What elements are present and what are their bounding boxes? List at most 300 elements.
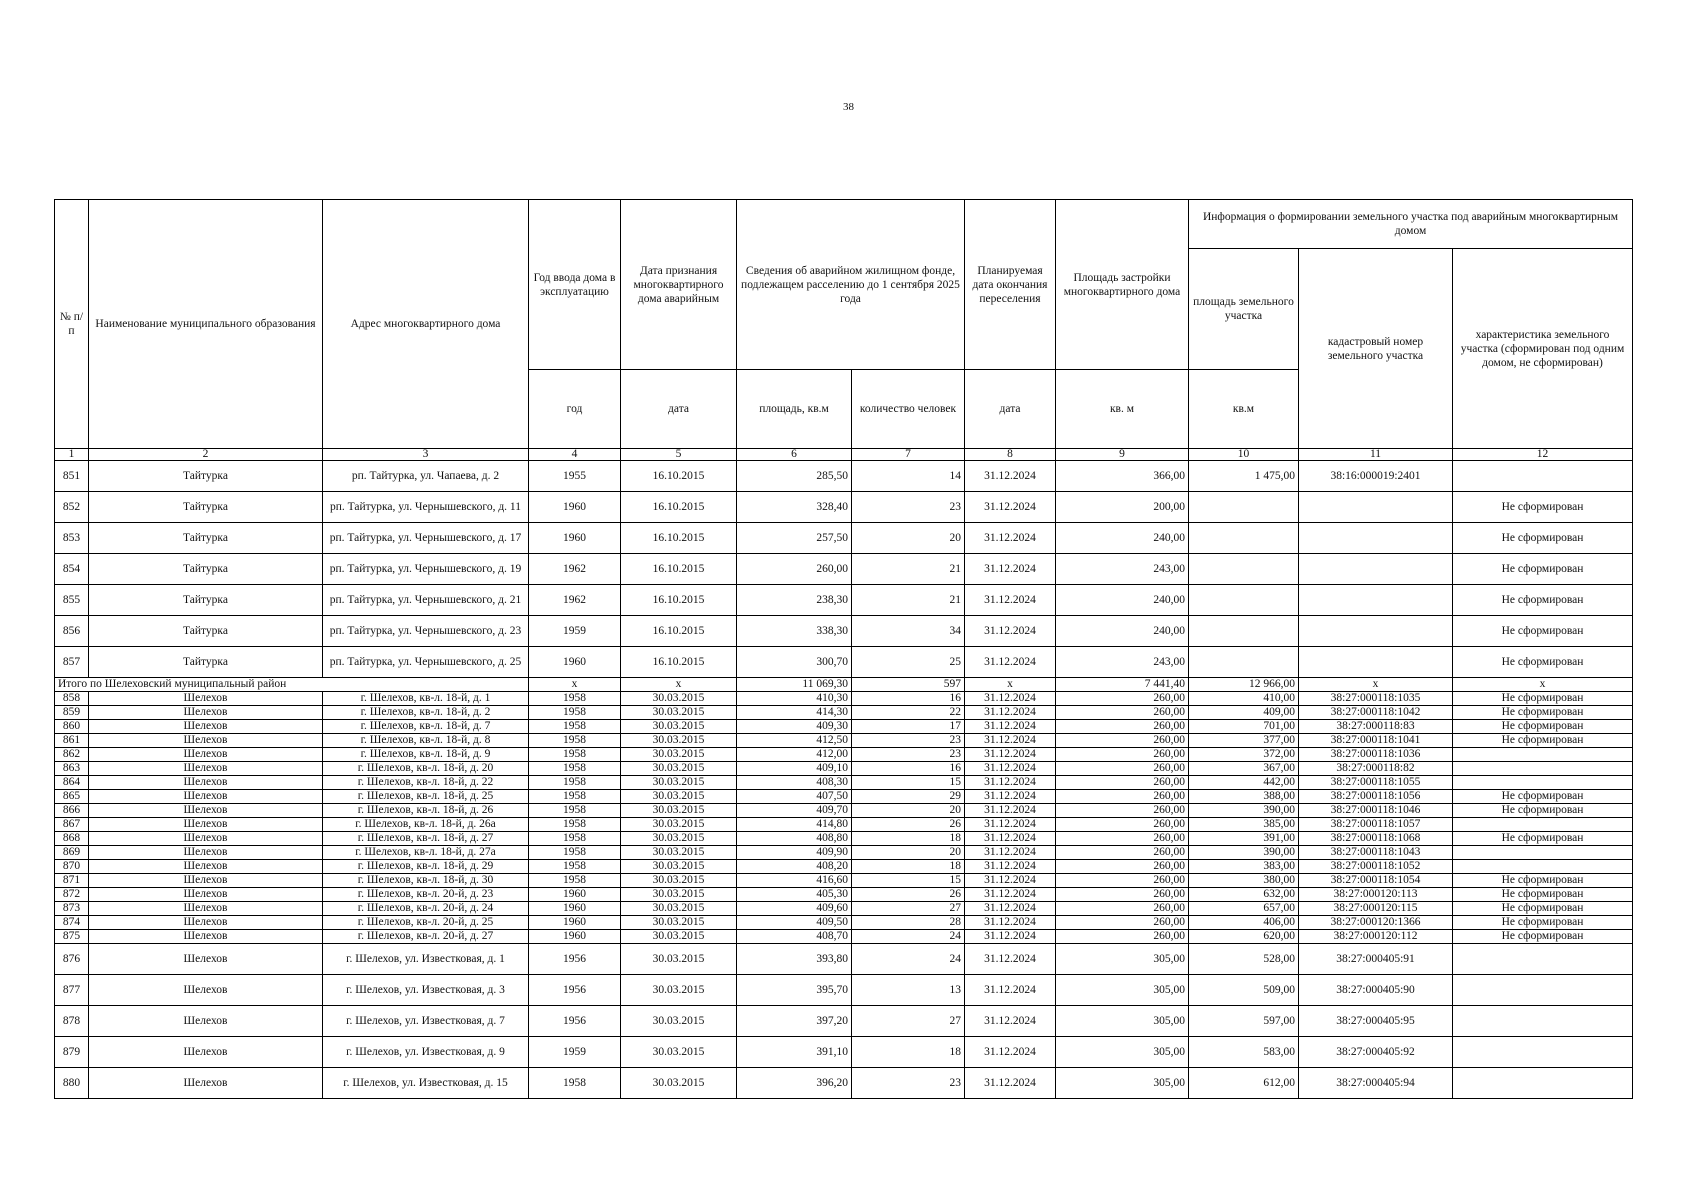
cadastral-cell: 38:27:000405:92	[1299, 1037, 1453, 1068]
planned-date-cell: 31.12.2024	[965, 554, 1056, 585]
col-number: 4	[529, 449, 621, 461]
land-area-cell: 612,00	[1189, 1068, 1299, 1099]
built-area-cell: 260,00	[1056, 832, 1189, 846]
municipality-cell: Шелехов	[89, 720, 323, 734]
row-number: 869	[55, 846, 89, 860]
cadastral-cell: 38:27:000118:1054	[1299, 874, 1453, 888]
planned-date-cell: 31.12.2024	[965, 523, 1056, 554]
people-cell: 27	[852, 1006, 965, 1037]
year-cell: 1958	[529, 1068, 621, 1099]
table-row	[55, 492, 1633, 523]
people-cell: 20	[852, 846, 965, 860]
people-cell: 22	[852, 706, 965, 720]
total-people-cell: 597	[852, 678, 965, 692]
col-number: 9	[1056, 449, 1189, 461]
col-number: 10	[1189, 449, 1299, 461]
cadastral-cell: 38:27:000118:1036	[1299, 748, 1453, 762]
area-cell: 409,90	[737, 846, 852, 860]
area-cell: 338,30	[737, 616, 852, 647]
row-number: 861	[55, 734, 89, 748]
cadastral-cell: 38:27:000118:1057	[1299, 818, 1453, 832]
cadastral-cell: 38:27:000120:115	[1299, 902, 1453, 916]
municipality-cell: Шелехов	[89, 1037, 323, 1068]
area-cell: 408,30	[737, 776, 852, 790]
table-row	[55, 846, 1633, 860]
municipality-cell: Шелехов	[89, 832, 323, 846]
year-cell: 1958	[529, 734, 621, 748]
table-header	[55, 200, 1633, 461]
year-cell: 1956	[529, 1006, 621, 1037]
year-cell: 1955	[529, 461, 621, 492]
land-area-cell: 509,00	[1189, 975, 1299, 1006]
built-area-cell: 243,00	[1056, 647, 1189, 678]
table-row	[55, 706, 1633, 720]
people-cell: 13	[852, 975, 965, 1006]
planned-date-cell: 31.12.2024	[965, 647, 1056, 678]
land-area-cell: 383,00	[1189, 860, 1299, 874]
people-cell: 16	[852, 692, 965, 706]
land-area-cell: 583,00	[1189, 1037, 1299, 1068]
address-cell: г. Шелехов, кв-л. 18-й, д. 25	[323, 790, 529, 804]
address-cell: г. Шелехов, кв-л. 18-й, д. 1	[323, 692, 529, 706]
people-cell: 26	[852, 888, 965, 902]
date-cell: 30.03.2015	[621, 832, 737, 846]
table-row	[55, 692, 1633, 706]
land-area-cell: 410,00	[1189, 692, 1299, 706]
built-area-cell: 260,00	[1056, 916, 1189, 930]
cadastral-cell: 38:27:000405:94	[1299, 1068, 1453, 1099]
address-cell: г. Шелехов, кв-л. 18-й, д. 9	[323, 748, 529, 762]
unit-date2: дата	[965, 370, 1056, 449]
planned-date-cell: 31.12.2024	[965, 1068, 1056, 1099]
row-number: 872	[55, 888, 89, 902]
people-cell: 23	[852, 1068, 965, 1099]
municipality-cell: Шелехов	[89, 818, 323, 832]
address-cell: г. Шелехов, ул. Известковая, д. 3	[323, 975, 529, 1006]
area-cell: 393,80	[737, 944, 852, 975]
built-area-cell: 305,00	[1056, 1068, 1189, 1099]
land-area-cell: 367,00	[1189, 762, 1299, 776]
built-area-cell: 260,00	[1056, 790, 1189, 804]
area-cell: 409,50	[737, 916, 852, 930]
unit-kvm: кв. м	[1056, 370, 1189, 449]
people-cell: 21	[852, 554, 965, 585]
municipality-cell: Шелехов	[89, 888, 323, 902]
people-cell: 14	[852, 461, 965, 492]
planned-date-cell: 31.12.2024	[965, 846, 1056, 860]
address-cell: г. Шелехов, кв-л. 18-й, д. 22	[323, 776, 529, 790]
date-cell: 30.03.2015	[621, 888, 737, 902]
cadastral-cell: 38:16:000019:2401	[1299, 461, 1453, 492]
land-char-cell	[1453, 818, 1633, 832]
year-cell: 1959	[529, 1037, 621, 1068]
col-number: 6	[737, 449, 852, 461]
date-cell: 30.03.2015	[621, 706, 737, 720]
row-number: 862	[55, 748, 89, 762]
land-char-cell: Не сформирован	[1453, 790, 1633, 804]
table-row	[55, 818, 1633, 832]
cadastral-cell: 38:27:000120:112	[1299, 930, 1453, 944]
people-cell: 20	[852, 523, 965, 554]
land-char-cell: Не сформирован	[1453, 832, 1633, 846]
land-char-cell	[1453, 1037, 1633, 1068]
land-area-cell: 1 475,00	[1189, 461, 1299, 492]
col-cadastral-header: кадастровый номер земельного участка	[1299, 249, 1453, 449]
municipality-cell: Шелехов	[89, 762, 323, 776]
table-row	[55, 874, 1633, 888]
year-cell: 1958	[529, 776, 621, 790]
planned-date-cell: 31.12.2024	[965, 790, 1056, 804]
land-area-cell: 442,00	[1189, 776, 1299, 790]
land-char-cell	[1453, 1006, 1633, 1037]
row-number: 865	[55, 790, 89, 804]
built-area-cell: 260,00	[1056, 720, 1189, 734]
planned-date-cell: 31.12.2024	[965, 1006, 1056, 1037]
table-row	[55, 832, 1633, 846]
people-cell: 26	[852, 818, 965, 832]
col-municipality-header: Наименование муниципального образования	[89, 200, 323, 449]
land-char-cell: Не сформирован	[1453, 902, 1633, 916]
cadastral-cell: 38:27:000405:90	[1299, 975, 1453, 1006]
built-area-cell: 305,00	[1056, 975, 1189, 1006]
year-cell: 1960	[529, 916, 621, 930]
col-num-header: № п/п	[55, 200, 89, 449]
row-number: 866	[55, 804, 89, 818]
total-built-cell: 7 441,40	[1056, 678, 1189, 692]
land-char-cell	[1453, 748, 1633, 762]
area-cell: 260,00	[737, 554, 852, 585]
land-char-cell: Не сформирован	[1453, 554, 1633, 585]
built-area-cell: 305,00	[1056, 944, 1189, 975]
land-char-cell	[1453, 975, 1633, 1006]
built-area-cell: 240,00	[1056, 585, 1189, 616]
date-cell: 30.03.2015	[621, 846, 737, 860]
date-cell: 30.03.2015	[621, 916, 737, 930]
area-cell: 414,80	[737, 818, 852, 832]
date-cell: 30.03.2015	[621, 944, 737, 975]
year-cell: 1958	[529, 706, 621, 720]
built-area-cell: 260,00	[1056, 734, 1189, 748]
date-cell: 16.10.2015	[621, 523, 737, 554]
built-area-cell: 260,00	[1056, 804, 1189, 818]
date-cell: 30.03.2015	[621, 975, 737, 1006]
col-number: 2	[89, 449, 323, 461]
land-char-cell: Не сформирован	[1453, 930, 1633, 944]
row-number: 852	[55, 492, 89, 523]
year-cell: 1958	[529, 818, 621, 832]
table-row	[55, 461, 1633, 492]
area-cell: 416,60	[737, 874, 852, 888]
row-number: 860	[55, 720, 89, 734]
area-cell: 407,50	[737, 790, 852, 804]
date-cell: 30.03.2015	[621, 1006, 737, 1037]
cadastral-cell: 38:27:000120:113	[1299, 888, 1453, 902]
table-row	[55, 776, 1633, 790]
area-cell: 391,10	[737, 1037, 852, 1068]
year-cell: 1958	[529, 762, 621, 776]
municipality-cell: Шелехов	[89, 975, 323, 1006]
total-year-cell: х	[529, 678, 621, 692]
year-cell: 1959	[529, 616, 621, 647]
col-address-header: Адрес многоквартирного дома	[323, 200, 529, 449]
planned-date-cell: 31.12.2024	[965, 818, 1056, 832]
built-area-cell: 260,00	[1056, 762, 1189, 776]
row-number: 878	[55, 1006, 89, 1037]
year-cell: 1958	[529, 860, 621, 874]
planned-date-cell: 31.12.2024	[965, 888, 1056, 902]
land-char-cell	[1453, 776, 1633, 790]
land-char-cell: Не сформирован	[1453, 585, 1633, 616]
address-cell: г. Шелехов, ул. Известковая, д. 7	[323, 1006, 529, 1037]
land-area-cell: 391,00	[1189, 832, 1299, 846]
year-cell: 1960	[529, 888, 621, 902]
municipality-cell: Шелехов	[89, 860, 323, 874]
land-char-cell: Не сформирован	[1453, 523, 1633, 554]
area-cell: 408,20	[737, 860, 852, 874]
year-cell: 1956	[529, 944, 621, 975]
area-cell: 396,20	[737, 1068, 852, 1099]
address-cell: рп. Тайтурка, ул. Чернышевского, д. 19	[323, 554, 529, 585]
area-cell: 395,70	[737, 975, 852, 1006]
built-area-cell: 260,00	[1056, 748, 1189, 762]
area-cell: 412,00	[737, 748, 852, 762]
year-cell: 1958	[529, 790, 621, 804]
row-number: 875	[55, 930, 89, 944]
col-number: 7	[852, 449, 965, 461]
address-cell: г. Шелехов, ул. Известковая, д. 9	[323, 1037, 529, 1068]
people-cell: 27	[852, 902, 965, 916]
people-cell: 20	[852, 804, 965, 818]
land-char-cell: Не сформирован	[1453, 692, 1633, 706]
built-area-cell: 243,00	[1056, 554, 1189, 585]
table-row	[55, 804, 1633, 818]
year-cell: 1960	[529, 647, 621, 678]
col-housing-header: Сведения об аварийном жилищном фонде, подлежащем расселению до 1 сентября 2025 года	[737, 200, 965, 370]
people-cell: 23	[852, 734, 965, 748]
year-cell: 1958	[529, 748, 621, 762]
date-cell: 16.10.2015	[621, 554, 737, 585]
area-cell: 238,30	[737, 585, 852, 616]
land-area-cell: 409,00	[1189, 706, 1299, 720]
land-area-cell: 390,00	[1189, 804, 1299, 818]
total-label: Итого по Шелеховский муниципальный район	[55, 678, 529, 692]
area-cell: 412,50	[737, 734, 852, 748]
cadastral-cell: 38:27:000405:95	[1299, 1006, 1453, 1037]
built-area-cell: 260,00	[1056, 888, 1189, 902]
planned-date-cell: 31.12.2024	[965, 762, 1056, 776]
municipality-cell: Шелехов	[89, 804, 323, 818]
planned-date-cell: 31.12.2024	[965, 461, 1056, 492]
cadastral-cell: 38:27:000118:1046	[1299, 804, 1453, 818]
column-number-row	[55, 449, 1633, 461]
year-cell: 1958	[529, 832, 621, 846]
address-cell: рп. Тайтурка, ул. Чернышевского, д. 21	[323, 585, 529, 616]
unit-people: количество человек	[852, 370, 965, 449]
land-char-cell	[1453, 1068, 1633, 1099]
row-number: 870	[55, 860, 89, 874]
planned-date-cell: 31.12.2024	[965, 975, 1056, 1006]
people-cell: 18	[852, 832, 965, 846]
address-cell: г. Шелехов, кв-л. 20-й, д. 25	[323, 916, 529, 930]
date-cell: 30.03.2015	[621, 818, 737, 832]
planned-date-cell: 31.12.2024	[965, 860, 1056, 874]
date-cell: 16.10.2015	[621, 616, 737, 647]
address-cell: г. Шелехов, ул. Известковая, д. 15	[323, 1068, 529, 1099]
year-cell: 1962	[529, 585, 621, 616]
land-char-cell	[1453, 762, 1633, 776]
planned-date-cell: 31.12.2024	[965, 874, 1056, 888]
municipality-cell: Шелехов	[89, 916, 323, 930]
built-area-cell: 305,00	[1056, 1037, 1189, 1068]
address-cell: г. Шелехов, кв-л. 20-й, д. 27	[323, 930, 529, 944]
year-cell: 1958	[529, 692, 621, 706]
municipality-cell: Шелехов	[89, 944, 323, 975]
cadastral-cell: 38:27:000118:83	[1299, 720, 1453, 734]
col-year-header: Год ввода дома в эксплуатацию	[529, 200, 621, 370]
address-cell: г. Шелехов, кв-л. 18-й, д. 26а	[323, 818, 529, 832]
table-row	[55, 647, 1633, 678]
table-row	[55, 554, 1633, 585]
planned-date-cell: 31.12.2024	[965, 1037, 1056, 1068]
total-plan-cell: х	[965, 678, 1056, 692]
table-row	[55, 888, 1633, 902]
planned-date-cell: 31.12.2024	[965, 776, 1056, 790]
col-built-area-header: Площадь застройки многоквартирного дома	[1056, 200, 1189, 370]
land-area-cell: 377,00	[1189, 734, 1299, 748]
address-cell: рп. Тайтурка, ул. Чапаева, д. 2	[323, 461, 529, 492]
cadastral-cell: 38:27:000118:1055	[1299, 776, 1453, 790]
year-cell: 1960	[529, 523, 621, 554]
table-row	[55, 860, 1633, 874]
area-cell: 409,30	[737, 720, 852, 734]
cadastral-cell	[1299, 585, 1453, 616]
address-cell: г. Шелехов, кв-л. 20-й, д. 24	[323, 902, 529, 916]
land-area-cell	[1189, 523, 1299, 554]
row-number: 864	[55, 776, 89, 790]
table-row	[55, 944, 1633, 975]
people-cell: 25	[852, 647, 965, 678]
table-row	[55, 975, 1633, 1006]
municipality-cell: Шелехов	[89, 706, 323, 720]
date-cell: 30.03.2015	[621, 720, 737, 734]
col-number: 11	[1299, 449, 1453, 461]
cadastral-cell: 38:27:000118:1056	[1299, 790, 1453, 804]
built-area-cell: 240,00	[1056, 616, 1189, 647]
cadastral-cell	[1299, 647, 1453, 678]
total-row	[55, 678, 1633, 692]
table-row	[55, 720, 1633, 734]
row-number: 857	[55, 647, 89, 678]
date-cell: 30.03.2015	[621, 734, 737, 748]
address-cell: г. Шелехов, кв-л. 18-й, д. 29	[323, 860, 529, 874]
row-number: 876	[55, 944, 89, 975]
land-area-cell: 372,00	[1189, 748, 1299, 762]
col-number: 5	[621, 449, 737, 461]
table-row	[55, 790, 1633, 804]
built-area-cell: 260,00	[1056, 706, 1189, 720]
municipality-cell: Шелехов	[89, 692, 323, 706]
built-area-cell: 260,00	[1056, 846, 1189, 860]
date-cell: 30.03.2015	[621, 874, 737, 888]
built-area-cell: 305,00	[1056, 1006, 1189, 1037]
people-cell: 16	[852, 762, 965, 776]
row-number: 859	[55, 706, 89, 720]
land-area-cell	[1189, 616, 1299, 647]
row-number: 867	[55, 818, 89, 832]
table-row	[55, 734, 1633, 748]
land-area-cell: 597,00	[1189, 1006, 1299, 1037]
address-cell: г. Шелехов, кв-л. 18-й, д. 26	[323, 804, 529, 818]
planned-date-cell: 31.12.2024	[965, 748, 1056, 762]
land-char-cell	[1453, 846, 1633, 860]
land-area-cell	[1189, 554, 1299, 585]
address-cell: рп. Тайтурка, ул. Чернышевского, д. 17	[323, 523, 529, 554]
land-char-cell: Не сформирован	[1453, 720, 1633, 734]
cadastral-cell	[1299, 616, 1453, 647]
row-number: 873	[55, 902, 89, 916]
date-cell: 30.03.2015	[621, 762, 737, 776]
area-cell: 409,10	[737, 762, 852, 776]
row-number: 880	[55, 1068, 89, 1099]
table-row	[55, 916, 1633, 930]
cadastral-cell: 38:27:000118:1041	[1299, 734, 1453, 748]
people-cell: 18	[852, 1037, 965, 1068]
municipality-cell: Тайтурка	[89, 523, 323, 554]
built-area-cell: 260,00	[1056, 860, 1189, 874]
people-cell: 23	[852, 748, 965, 762]
planned-date-cell: 31.12.2024	[965, 734, 1056, 748]
land-char-cell: Не сформирован	[1453, 874, 1633, 888]
col-land-info-header: Информация о формировании земельного участка под аварийным многоквартирным домом	[1189, 200, 1633, 249]
table-row	[55, 748, 1633, 762]
land-char-cell: Не сформирован	[1453, 647, 1633, 678]
col-planned-header: Планируемая дата окончания переселения	[965, 200, 1056, 370]
municipality-cell: Шелехов	[89, 846, 323, 860]
year-cell: 1958	[529, 846, 621, 860]
land-area-cell: 632,00	[1189, 888, 1299, 902]
people-cell: 29	[852, 790, 965, 804]
year-cell: 1956	[529, 975, 621, 1006]
cadastral-cell	[1299, 492, 1453, 523]
col-number: 1	[55, 449, 89, 461]
year-cell: 1960	[529, 930, 621, 944]
land-area-cell: 390,00	[1189, 846, 1299, 860]
table-row	[55, 1037, 1633, 1068]
people-cell: 23	[852, 492, 965, 523]
municipality-cell: Тайтурка	[89, 585, 323, 616]
land-area-cell: 388,00	[1189, 790, 1299, 804]
municipality-cell: Шелехов	[89, 1006, 323, 1037]
year-cell: 1960	[529, 492, 621, 523]
area-cell: 409,70	[737, 804, 852, 818]
year-cell: 1962	[529, 554, 621, 585]
table-row	[55, 930, 1633, 944]
planned-date-cell: 31.12.2024	[965, 916, 1056, 930]
municipality-cell: Тайтурка	[89, 492, 323, 523]
table-row	[55, 523, 1633, 554]
row-number: 863	[55, 762, 89, 776]
area-cell: 410,30	[737, 692, 852, 706]
built-area-cell: 260,00	[1056, 818, 1189, 832]
row-number: 851	[55, 461, 89, 492]
address-cell: г. Шелехов, кв-л. 18-й, д. 27	[323, 832, 529, 846]
built-area-cell: 366,00	[1056, 461, 1189, 492]
total-land-cell: 12 966,00	[1189, 678, 1299, 692]
address-cell: г. Шелехов, кв-л. 18-й, д. 20	[323, 762, 529, 776]
municipality-cell: Тайтурка	[89, 554, 323, 585]
address-cell: рп. Тайтурка, ул. Чернышевского, д. 23	[323, 616, 529, 647]
built-area-cell: 260,00	[1056, 902, 1189, 916]
